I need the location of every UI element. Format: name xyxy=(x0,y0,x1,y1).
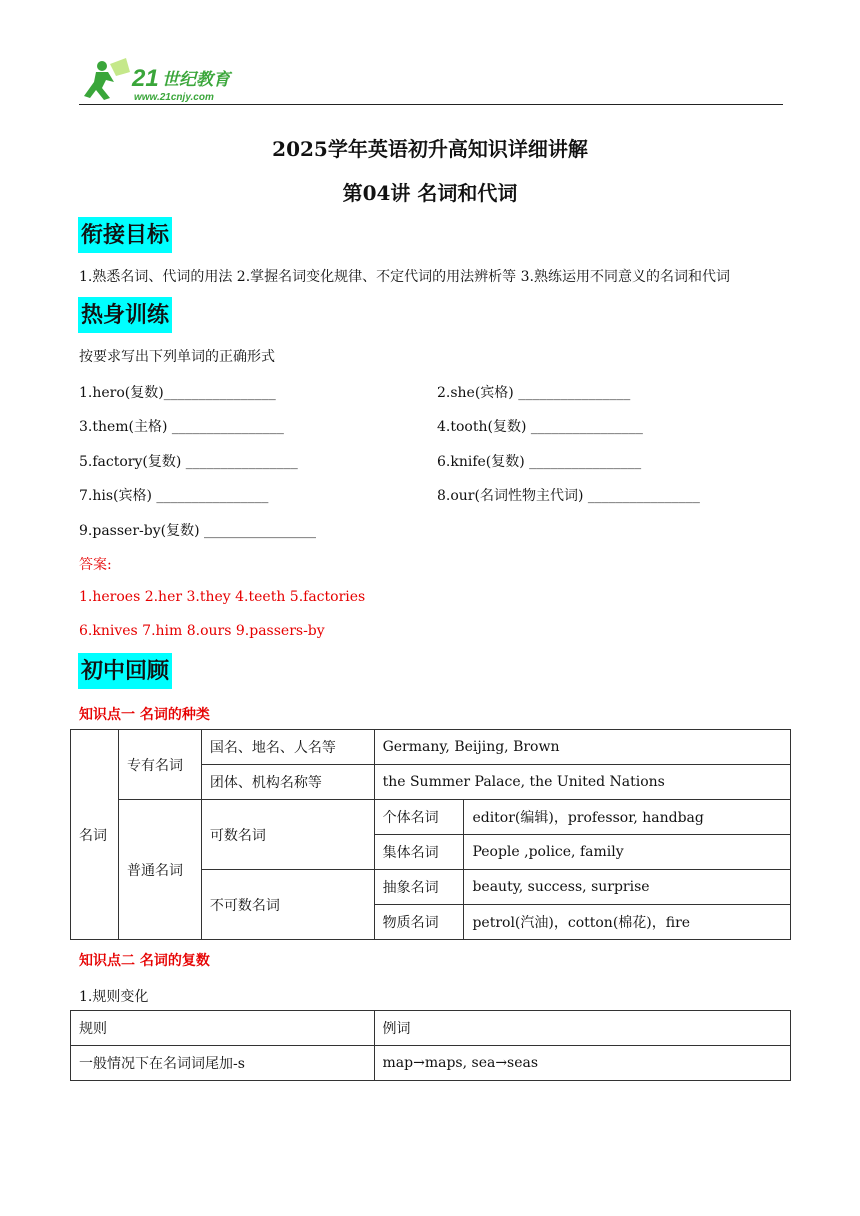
exercise-item: 8.our(名词性物主代词) ________________ xyxy=(437,488,700,504)
svg-text:世纪教育: 世纪教育 xyxy=(162,70,230,90)
exercise-item: 3.them(主格) ________________ xyxy=(79,419,284,435)
table-cell-example: People ,police, family xyxy=(464,835,791,870)
exercise-item: 2.she(宾格) ________________ xyxy=(437,385,631,401)
section-warmup-heading: 热身训练 xyxy=(78,297,172,333)
knowledge-point-1: 知识点一 名词的种类 xyxy=(79,707,210,723)
regular-change-label: 1.规则变化 xyxy=(79,989,149,1005)
exercise-item: 5.factory(复数) ________________ xyxy=(79,454,298,470)
table-cell-example: map→maps, sea→seas xyxy=(374,1046,790,1081)
svg-text:21: 21 xyxy=(132,65,159,92)
table-cell-subtype: 抽象名词 xyxy=(374,870,464,905)
table-cell-subtype: 物质名词 xyxy=(374,905,464,940)
exercise-item: 6.knife(复数) ________________ xyxy=(437,454,642,470)
plural-rules-table xyxy=(70,1010,791,1081)
table-cell-example: the Summer Palace, the United Nations xyxy=(374,765,790,800)
table-cell-example: editor(编辑)，professor, handbag xyxy=(464,800,791,835)
logo-21cnjy xyxy=(82,58,252,104)
exercise-item: 4.tooth(复数) ________________ xyxy=(437,419,643,435)
answer-label: 答案: xyxy=(79,557,112,573)
table-header: 例词 xyxy=(374,1011,790,1046)
table-cell-type: 国名、地名、人名等 xyxy=(201,730,374,765)
page-title: 2025学年英语初升高知识详细讲解 xyxy=(272,137,588,161)
table-cell-example: Germany, Beijing, Brown xyxy=(374,730,790,765)
table-cell-example: petrol(汽油)，cotton(棉花)，fire xyxy=(464,905,791,940)
exercise-item: 9.passer-by(复数) ________________ xyxy=(79,523,316,539)
exercise-item: 1.hero(复数)________________ xyxy=(79,385,276,401)
exercise-item: 7.his(宾格) ________________ xyxy=(79,488,269,504)
table-cell-countable: 可数名词 xyxy=(201,800,374,870)
section-goals-heading: 衔接目标 xyxy=(78,217,172,253)
answer-line: 6.knives 7.him 8.ours 9.passers-by xyxy=(79,623,325,639)
warmup-instruction: 按要求写出下列单词的正确形式 xyxy=(79,349,275,365)
table-cell-subtype: 集体名词 xyxy=(374,835,464,870)
table-cell-uncountable: 不可数名词 xyxy=(201,870,374,940)
noun-kinds-table xyxy=(70,729,791,940)
table-header: 规则 xyxy=(71,1011,375,1046)
table-cell-subtype: 个体名词 xyxy=(374,800,464,835)
table-cell-rule: 一般情况下在名词词尾加-s xyxy=(71,1046,375,1081)
table-cell-example: beauty, success, surprise xyxy=(464,870,791,905)
section-review-heading: 初中回顾 xyxy=(78,653,172,689)
knowledge-point-2: 知识点二 名词的复数 xyxy=(79,953,210,969)
goals-text: 1.熟悉名词、代词的用法 2.掌握名词变化规律、不定代词的用法辨析等 3.熟练运用不同意义的名词和代词 xyxy=(79,269,730,285)
table-cell-root: 名词 xyxy=(71,730,119,940)
answer-line: 1.heroes 2.her 3.they 4.teeth 5.factories xyxy=(79,589,366,605)
header-rule xyxy=(79,104,783,105)
table-cell-proper: 专有名词 xyxy=(118,730,201,800)
table-cell-type: 团体、机构名称等 xyxy=(201,765,374,800)
page-subtitle: 第04讲 名词和代词 xyxy=(342,181,518,205)
svg-text:www.21cnjy.com: www.21cnjy.com xyxy=(134,92,214,103)
table-cell-common: 普通名词 xyxy=(118,800,201,940)
